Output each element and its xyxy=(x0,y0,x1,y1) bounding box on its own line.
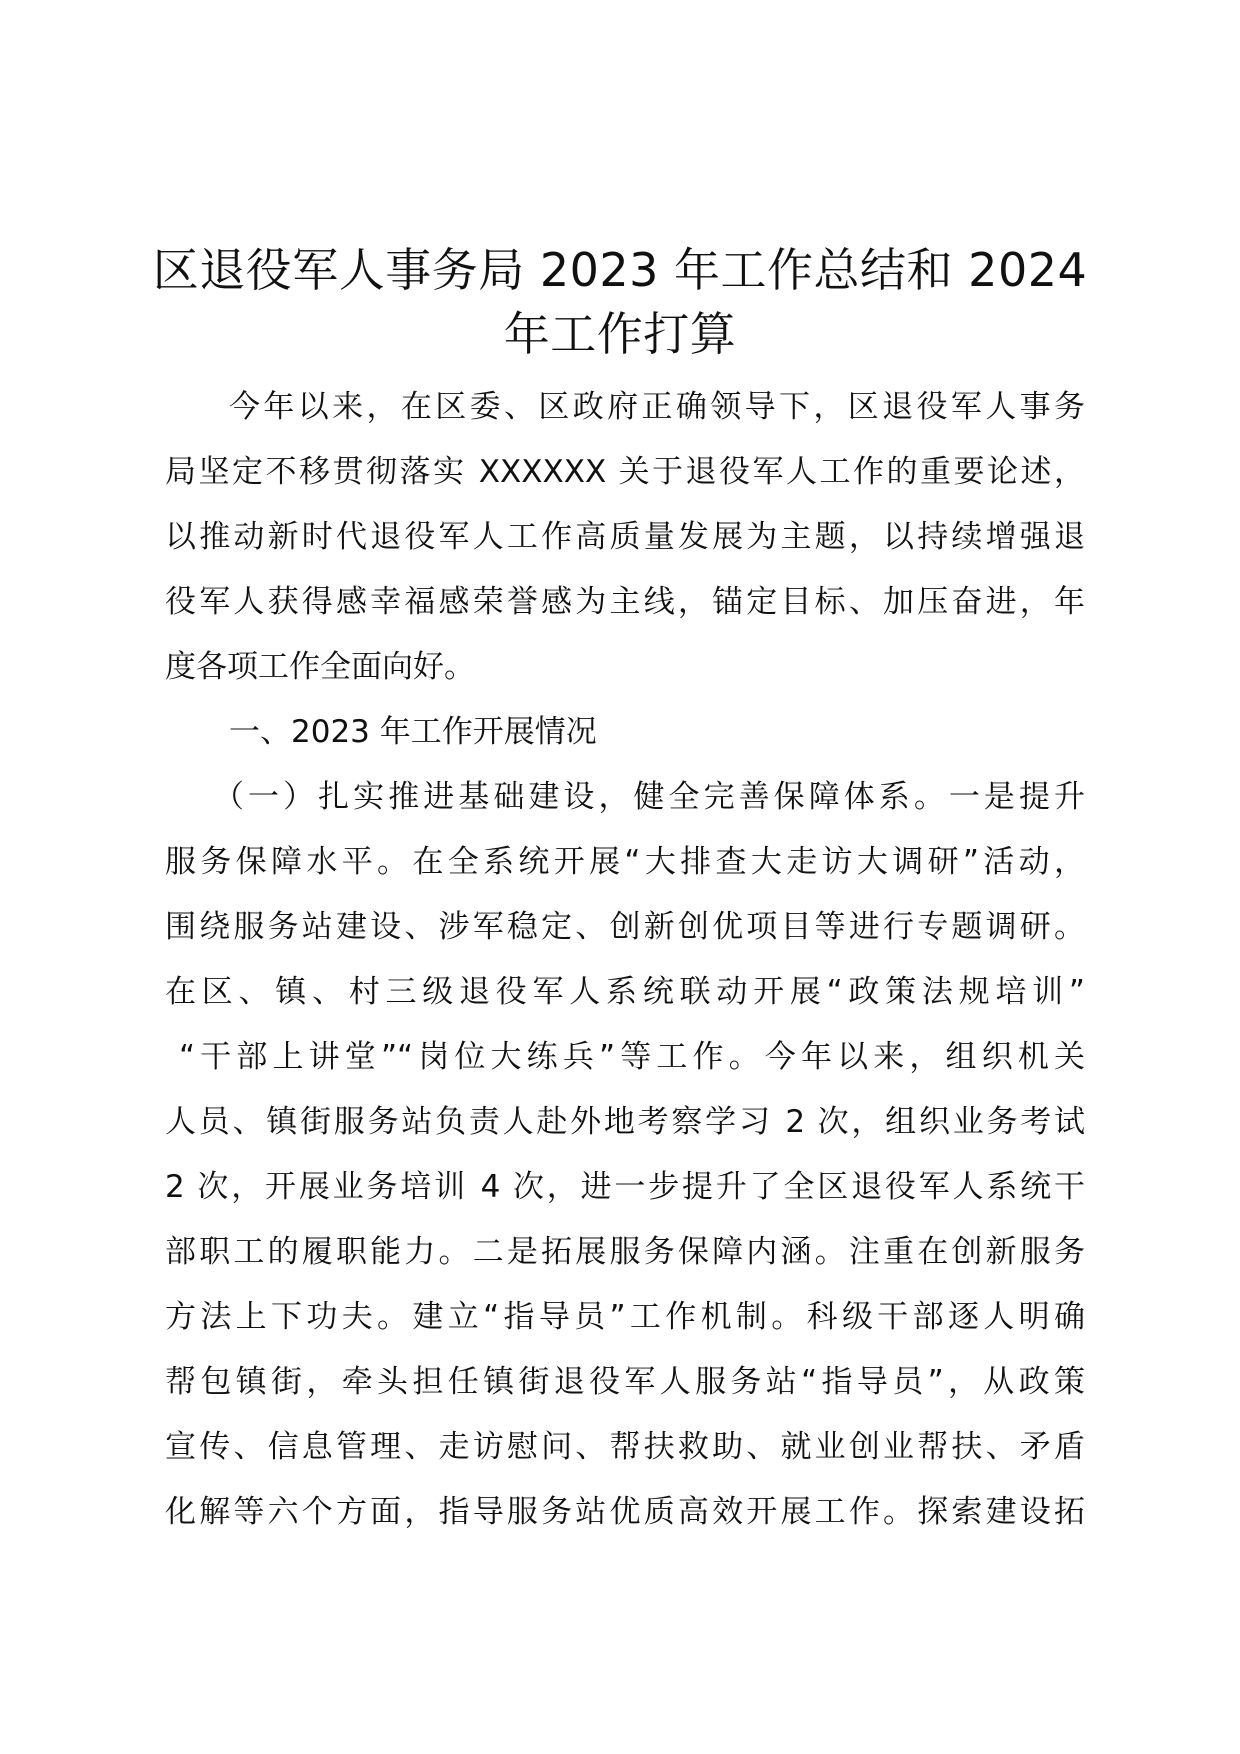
text-line: 局坚定不移贯彻落实 XXXXXX 关于退役军人工作的重要论述， xyxy=(165,454,1085,490)
text-line: 方法上下功夫。建立“指导员”工作机制。科级干部逐人明确 xyxy=(165,1299,1085,1335)
text-line: 役军人获得感幸福感荣誉感为主线，锚定目标、加压奋进，年 xyxy=(165,584,1085,620)
text-line: 在区、镇、村三级退役军人系统联动开展“政策法规培训” xyxy=(165,974,1085,1010)
text-line: 服务保障水平。在全系统开展“大排查大走访大调研”活动， xyxy=(165,844,1085,880)
text-line: 人员、镇街服务站负责人赴外地考察学习 2 次，组织业务考试 xyxy=(165,1104,1085,1140)
paragraph-section-1-1 xyxy=(165,765,1085,1545)
text-line: “干部上讲堂”“岗位大练兵”等工作。今年以来，组织机关 xyxy=(179,1039,1085,1075)
title-line-2: 年工作打算 xyxy=(503,307,737,361)
document-title xyxy=(150,238,1090,366)
text-line: 部职工的履职能力。二是拓展服务保障内涵。注重在创新服务 xyxy=(165,1234,1085,1270)
text-line: 帮包镇街，牵头担任镇街退役军人服务站“指导员”，从政策 xyxy=(165,1364,1085,1400)
text-line: 宣传、信息管理、走访慰问、帮扶救助、就业创业帮扶、矛盾 xyxy=(165,1429,1085,1465)
text-line: 围绕服务站建设、涉军稳定、创新创优项目等进行专题调研。 xyxy=(165,909,1085,945)
document-body xyxy=(165,375,1085,1545)
title-line-1: 区退役军人事务局 2023 年工作总结和 2024 xyxy=(152,243,1088,297)
text-line: 化解等六个方面，指导服务站优质高效开展工作。探索建设拓 xyxy=(165,1494,1085,1530)
text-line: 2 次，开展业务培训 4 次，进一步提升了全区退役军人系统干 xyxy=(165,1169,1085,1205)
text-line: 今年以来，在区委、区政府正确领导下，区退役军人事务 xyxy=(229,389,1085,425)
text-line: 度各项工作全面向好。 xyxy=(165,649,475,685)
section-heading: 一、2023 年工作开展情况 xyxy=(229,714,597,750)
text-line: （一）扎实推进基础建设，健全完善保障体系。一是提升 xyxy=(213,779,1085,815)
paragraph-intro xyxy=(165,375,1085,700)
text-line: 以推动新时代退役军人工作高质量发展为主题，以持续增强退 xyxy=(165,519,1085,555)
